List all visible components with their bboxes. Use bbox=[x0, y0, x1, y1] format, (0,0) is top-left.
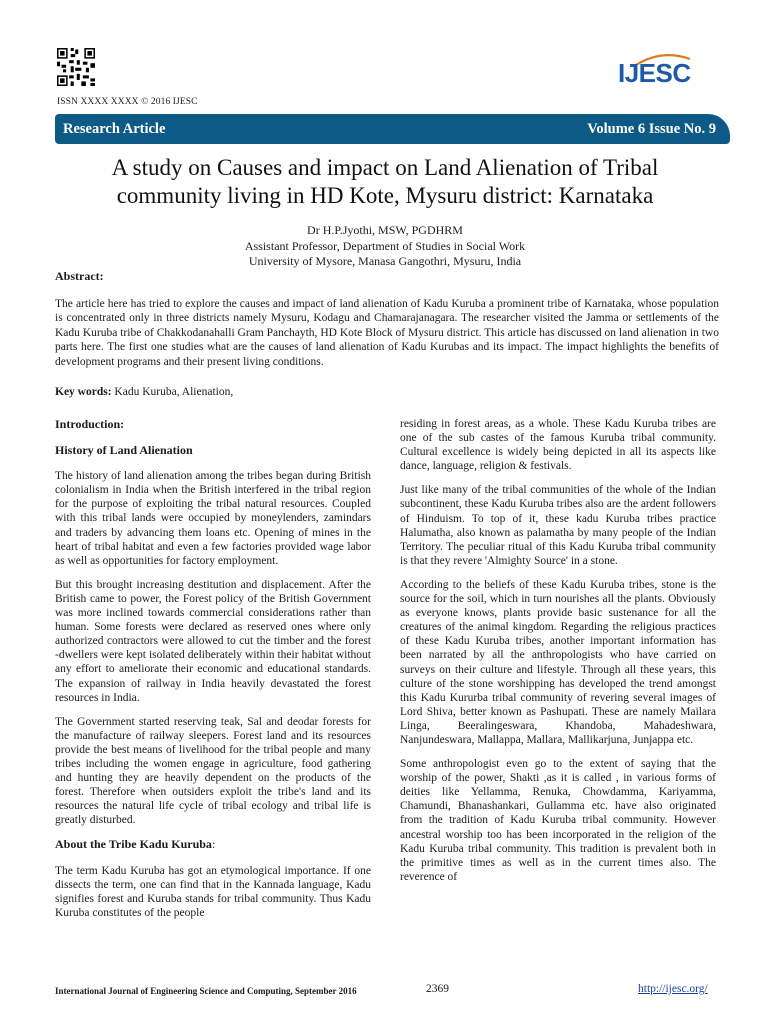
keywords-label: Key words: bbox=[55, 386, 112, 398]
author-name: Dr H.P.Jyothi, MSW, PGDHRM bbox=[307, 223, 463, 237]
paper-title: A study on Causes and impact on Land Alienation of Tribal community living in HD Kote, Mysuru district: Karnataka bbox=[111, 155, 659, 208]
right-column bbox=[400, 417, 716, 894]
journal-logo: IJESC bbox=[618, 58, 691, 88]
paragraph: The term Kadu Kuruba has got an etymological importance. If one dissects the term, one can find that in the Kannada language, Kadu signifies forest and Kuruba stands for tribal community. Thus Kadu Kuruba constitutes of the people bbox=[55, 864, 371, 919]
introduction-heading: Introduction: bbox=[55, 417, 125, 431]
paragraph: Just like many of the tribal communities of the whole of the Indian subcontinent, these Kadu Kuruba tribes also are the ardent followers of Hinduism. To top of it, these kadu Kuruba tribes practice Halumatha, also known as palamatha by many people of the Indian Territory. The peculiar ritual of this Kadu Kuruba tribal community is that they revere 'Almighty Source' in a stone. bbox=[400, 484, 716, 567]
paragraph: residing in forest areas, as a whole. These Kadu Kuruba tribes are one of the sub castes of the famous Kuruba tribal community. Cultural excellence is widely being depicted in all its aspects like dance, language, religion & festivals. bbox=[400, 418, 716, 473]
author-block bbox=[60, 223, 710, 270]
keywords-line bbox=[55, 386, 233, 398]
issn-text: ISSN XXXX XXXX © 2016 IJESC bbox=[57, 97, 198, 107]
paragraph: Some anthropologist even go to the extent of saying that the worship of the power, Shakti ,as it is called , in various forms of deities like Yellamma, Renuka, Chowdamma, Kariyamma, Chamundi, Bhanashankari, Gullamma etc. have also originated from the tradition of Kadu Kuruba tribal community. However ancestral worship too has been incorporated in the religion of the Kadu Kuruba tribal community. This tradition is prevalent both in the primitive times as well as in the current times also. The reverence of bbox=[400, 758, 716, 883]
article-type-label: Research Article bbox=[63, 121, 166, 137]
paragraph: But this brought increasing destitution and displacement. After the British came to power, the Forest policy of the British Government was more inclined towards commercial considerations rather than human. Some forests were declared as reserved ones where only authorized contractors were allowed to cut the timber and the forest -dwellers were kept isolated deliberately within their habitat without any effort to ameliorate their economic and educational standards. The expansion of railway in India heavily devastated the forest resources in India. bbox=[55, 578, 371, 704]
keywords-value: Kadu Kuruba, Alienation, bbox=[114, 386, 234, 398]
abstract-heading: Abstract: bbox=[55, 269, 104, 283]
qr-code-icon bbox=[57, 48, 95, 86]
paragraph: According to the beliefs of these Kadu Kuruba tribes, stone is the source for the soil, which in turn nourishes all the plants. Obviously as everyone knows, plants provide basic sustenance for all the creatures of the animal kingdom. Regarding the religious practices of these Kadu Kuruba tribes, another important information has been narrated by all the anthropologists who have carried on surveys on their culture and lifestyle. Through all these years, this culture of the stone worshipping has developed the trend amongst this Kadu Kururba tribal community of revering several images of Lord Shiva, better known as Pashupati. These are namely Mailara Linga, Beeralingeswara, Khandoba, Mahadeshwara, Nanjundeswara, Mallappa, Mallara, Mallikarjuna, Junjappa etc. bbox=[400, 578, 716, 746]
footer-journal: International Journal of Engineering Science and Computing, September 2016 bbox=[55, 986, 357, 996]
author-affiliation: University of Mysore, Manasa Gangothri, Mysuru, India bbox=[248, 254, 522, 268]
paragraph: The history of land alienation among the tribes began during British colonialism in India when the British interfered in the tribal region for the purpose of exploiting the tribal natural resources. Coupled with this tribal lands were occupied by moneylenders, zamindars and traders by advancing them loans etc. Opening of mines in the heart of tribal habitat and even a few factories provided wage labor as well as opportunities for factory employment. bbox=[55, 470, 371, 567]
author-position: Assistant Professor, Department of Studies in Social Work bbox=[244, 238, 526, 253]
volume-issue-label: Volume 6 Issue No. 9 bbox=[587, 121, 716, 137]
abstract-text: The article here has tried to explore the causes and impact of land alienation of Kadu Kuruba a prominent tribe of Karnataka, whose population is concentrated only in three districts namely Mysuru, Kodagu and Chamarajanagara. The researcher visited the Jamma or settlements of the Kadu Kuruba tribe of Chakkodanahalli Gram Panchayth, HD Kote Block of Mysuru district. This article has discussed on land alienation in two parts here. The first one studies what are the causes of land alienation of Kadu Kurubas and its impact. The impact highlights the benefits of development programs and their present living conditions. bbox=[55, 298, 719, 368]
history-heading: History of Land Alienation bbox=[55, 443, 193, 458]
left-column bbox=[55, 417, 371, 930]
tribe-heading-text: About the Tribe Kadu Kuruba bbox=[55, 837, 212, 852]
tribe-heading-colon: : bbox=[211, 837, 216, 852]
paragraph: The Government started reserving teak, Sal and deodar forests for the manufacture of railway sleepers. Forest land and its resources provide the best means of livelihood for the tribal people and many tribes including the women engage in agriculture, food gathering and hunting they are heavily dependent on the products of the forest. Therefore when outsiders exploit the tribe's land and its resources the natural life cycle of tribal ecology and tribal life is greatly disturbed. bbox=[55, 715, 371, 827]
page-number: 2369 bbox=[426, 983, 449, 995]
tribe-heading bbox=[55, 837, 371, 851]
journal-link[interactable]: http://ijesc.org/ bbox=[638, 983, 708, 995]
article-banner bbox=[55, 114, 730, 144]
